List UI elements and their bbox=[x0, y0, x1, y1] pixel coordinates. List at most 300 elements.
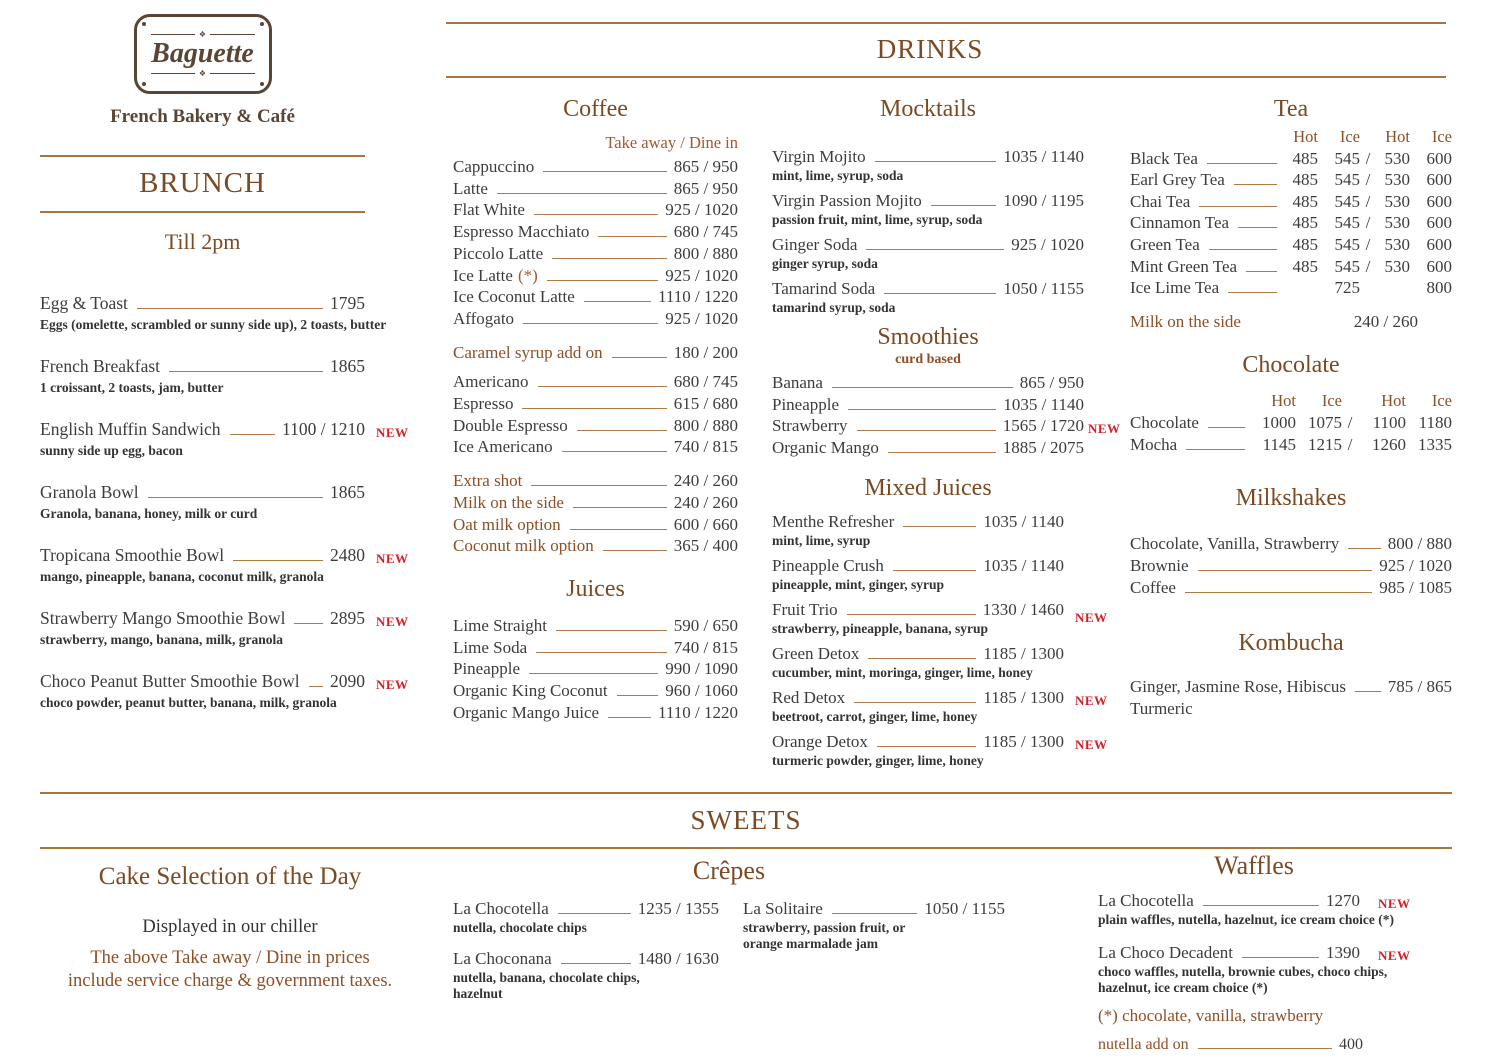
price-ice: 545 bbox=[1334, 256, 1360, 276]
item-name: Pineapple Crush bbox=[772, 555, 884, 575]
leader-line bbox=[884, 293, 996, 294]
item-description: turmeric powder, ginger, lime, honey bbox=[772, 752, 984, 768]
leader-line bbox=[573, 507, 667, 508]
item-price: 1885 / 2075 bbox=[1002, 438, 1084, 458]
new-badge: NEW bbox=[376, 677, 409, 692]
drinks-title: DRINKS bbox=[876, 34, 984, 64]
item-price: 740 / 815 bbox=[673, 437, 738, 457]
brunch-rule-bottom bbox=[40, 211, 365, 213]
item-name: Piccolo Latte bbox=[453, 243, 544, 263]
crepes-left-column bbox=[453, 898, 719, 1008]
leader-line bbox=[529, 673, 658, 674]
leader-line bbox=[562, 451, 667, 452]
item-price: 925 / 1020 bbox=[665, 265, 738, 285]
tea-milk-row bbox=[1130, 311, 1452, 333]
new-badge: NEW bbox=[376, 425, 409, 440]
item-name: nutella add on bbox=[1098, 1036, 1189, 1053]
new-badge: NEW bbox=[376, 614, 409, 629]
item-name: Chocolate bbox=[1130, 413, 1199, 433]
coffee-list bbox=[453, 156, 738, 330]
item-name: La Choconana bbox=[453, 949, 552, 968]
price-slash: / bbox=[1365, 148, 1371, 168]
leader-line bbox=[1355, 691, 1381, 692]
item-price: 240 / 260 bbox=[673, 492, 738, 512]
item-name: Lime Soda bbox=[453, 637, 528, 657]
leader-line bbox=[847, 614, 976, 615]
leader-line bbox=[543, 171, 667, 172]
item-name: Brownie bbox=[1130, 555, 1189, 575]
item-price: 240 / 260 bbox=[1353, 311, 1418, 331]
leader-line bbox=[547, 280, 659, 281]
item-name: Americano bbox=[453, 372, 529, 392]
leader-line bbox=[832, 913, 918, 914]
item-price: 1865 bbox=[330, 482, 365, 502]
col-header-hot: Hot bbox=[1381, 391, 1406, 411]
item-price: 865 / 950 bbox=[1019, 373, 1084, 392]
mocktails-list bbox=[772, 146, 1084, 316]
col-header-ice: Ice bbox=[1339, 127, 1360, 146]
leader-line bbox=[1198, 570, 1373, 571]
item-price: 865 / 950 bbox=[673, 178, 738, 198]
leader-line bbox=[534, 214, 658, 215]
item-name: La Chocotella bbox=[453, 899, 549, 918]
tax-note-line-2: include service charge & government taxes. bbox=[67, 971, 393, 991]
crepes-section bbox=[453, 854, 1005, 1008]
item-name: Lime Straight bbox=[453, 615, 547, 635]
price-hot: 1000 bbox=[1262, 413, 1296, 433]
price-ice: 600 bbox=[1426, 234, 1452, 254]
item-name: Choco Peanut Butter Smoothie Bowl bbox=[40, 671, 300, 691]
item-name: Ice Latte bbox=[453, 265, 513, 285]
item-price: 960 / 1060 bbox=[665, 681, 738, 701]
item-price: 985 / 1085 bbox=[1379, 577, 1452, 597]
leader-line bbox=[866, 249, 1004, 250]
item-price: 1185 / 1300 bbox=[983, 687, 1064, 707]
leader-line bbox=[233, 560, 323, 561]
mocktails-section bbox=[772, 94, 1121, 775]
item-price: 990 / 1090 bbox=[665, 659, 738, 679]
item-name: Ice Coconut Latte bbox=[453, 287, 575, 307]
leader-line bbox=[1203, 905, 1319, 906]
item-price: 1480 / 1630 bbox=[637, 949, 719, 968]
item-name: Chai Tea bbox=[1130, 191, 1191, 211]
price-slash: / bbox=[1347, 413, 1353, 433]
item-name: Espresso bbox=[453, 394, 514, 414]
icecream-footnote: (*) chocolate, vanilla, strawberry bbox=[1098, 1006, 1324, 1025]
price-slash: / bbox=[1365, 234, 1371, 254]
item-price: 2895 bbox=[330, 608, 365, 628]
item-name: Virgin Passion Mojito bbox=[772, 191, 922, 210]
col-header-ice: Ice bbox=[1431, 127, 1452, 146]
item-price: 1185 / 1300 bbox=[983, 643, 1064, 663]
smoothies-subtitle: curd based bbox=[895, 352, 961, 367]
item-description: strawberry, pineapple, banana, syrup bbox=[772, 620, 989, 636]
coffee-title: Coffee bbox=[563, 96, 628, 122]
leader-line bbox=[868, 658, 976, 659]
cake-title: Cake Selection of the Day bbox=[98, 863, 362, 890]
item-name: Coffee bbox=[1130, 577, 1176, 597]
item-price: 800 / 880 bbox=[673, 243, 738, 263]
item-name: Ice Lime Tea bbox=[1130, 278, 1220, 298]
tea-column-headers bbox=[1130, 126, 1452, 148]
item-name: Caramel syrup add on bbox=[453, 342, 603, 362]
item-name: Earl Grey Tea bbox=[1130, 170, 1225, 190]
leader-line bbox=[169, 371, 323, 372]
item-name: Orange Detox bbox=[772, 731, 868, 751]
item-description: Granola, banana, honey, milk or curd bbox=[40, 506, 258, 521]
leader-line bbox=[1199, 206, 1277, 207]
smoothies-title: Smoothies bbox=[877, 324, 979, 350]
leader-line bbox=[531, 485, 666, 486]
new-badge: NEW bbox=[1075, 692, 1108, 708]
sweets-rule-top bbox=[40, 792, 1452, 794]
leader-line bbox=[137, 308, 323, 309]
item-name: Green Tea bbox=[1130, 234, 1200, 254]
smoothies-list bbox=[772, 372, 1121, 459]
item-description: sunny side up egg, bacon bbox=[40, 443, 183, 458]
item-name: Menthe Refresher bbox=[772, 511, 895, 531]
price-hot: 485 bbox=[1292, 170, 1318, 190]
item-name: Ice Americano bbox=[453, 437, 553, 457]
item-price: 2090 bbox=[330, 671, 365, 691]
logo-text: Baguette bbox=[151, 38, 254, 69]
item-price: 1090 / 1195 bbox=[1003, 191, 1084, 210]
price-hot: 530 bbox=[1384, 256, 1410, 276]
leader-line bbox=[538, 386, 667, 387]
item-price: 615 / 680 bbox=[673, 394, 738, 414]
price-note: Take away / Dine in bbox=[605, 133, 738, 152]
menu-item bbox=[40, 418, 409, 459]
price-hot: 485 bbox=[1292, 234, 1318, 254]
item-name: Cappuccino bbox=[453, 157, 535, 176]
item-price: 1235 / 1355 bbox=[637, 899, 719, 918]
item-price: 1035 / 1140 bbox=[1003, 147, 1084, 166]
waffles-addon bbox=[1098, 1034, 1363, 1056]
item-name: Mocha bbox=[1130, 434, 1178, 454]
item-description: 1 croissant, 2 toasts, jam, butter bbox=[40, 380, 224, 395]
logo-flourish-top-icon: ❖ bbox=[151, 30, 255, 39]
item-price: 865 / 950 bbox=[673, 157, 738, 176]
price-slash: / bbox=[1365, 256, 1371, 276]
item-description: Eggs (omelette, scrambled or sunny side up), 2 toasts, butter bbox=[40, 317, 387, 332]
price-hot: 530 bbox=[1384, 234, 1410, 254]
price-hot: 1100 bbox=[1372, 413, 1406, 433]
price-ice: 545 bbox=[1334, 148, 1360, 168]
new-badge: NEW bbox=[376, 551, 409, 566]
item-description: tamarind syrup, soda bbox=[772, 300, 896, 315]
leader-line bbox=[832, 387, 1013, 388]
leader-line bbox=[854, 702, 976, 703]
footnote-mark: (*) bbox=[517, 265, 538, 285]
leader-line bbox=[1186, 449, 1245, 450]
item-description: nutella, chocolate chips bbox=[453, 920, 587, 935]
leader-line bbox=[294, 623, 323, 624]
leader-line bbox=[877, 746, 977, 747]
price-ice: 1075 bbox=[1308, 413, 1342, 433]
menu-item bbox=[40, 292, 387, 333]
item-description: mint, lime, syrup bbox=[772, 532, 871, 548]
leader-line bbox=[1198, 1048, 1332, 1049]
item-description: strawberry, mango, banana, milk, granola bbox=[40, 632, 284, 647]
menu-item bbox=[40, 607, 409, 648]
item-description: beetroot, carrot, ginger, lime, honey bbox=[772, 708, 978, 724]
item-price: 1795 bbox=[330, 293, 365, 313]
item-description: choco powder, peanut butter, banana, milk, granola bbox=[40, 695, 337, 710]
item-name: Extra shot bbox=[453, 471, 523, 491]
milkshakes-title: Milkshakes bbox=[1235, 485, 1347, 512]
item-name: Banana bbox=[772, 373, 823, 392]
leader-line bbox=[1228, 292, 1277, 293]
brunch-title: BRUNCH bbox=[139, 167, 266, 199]
item-price: 925 / 1020 bbox=[1011, 235, 1084, 254]
item-price: 2480 bbox=[330, 545, 365, 565]
leader-line bbox=[577, 430, 667, 431]
juices-list bbox=[453, 615, 738, 724]
tea-list bbox=[1130, 148, 1452, 299]
price-slash: / bbox=[1365, 170, 1371, 190]
leader-line bbox=[309, 686, 323, 687]
price-ice: 600 bbox=[1426, 213, 1452, 233]
logo-corner-dot bbox=[142, 82, 146, 86]
drinks-rule-top bbox=[446, 22, 1446, 24]
new-badge: NEW bbox=[1075, 609, 1108, 625]
leader-line bbox=[148, 497, 323, 498]
leader-line bbox=[561, 963, 631, 964]
menu-item bbox=[40, 544, 409, 585]
crepes-columns bbox=[453, 898, 1005, 1008]
item-name: La Solitaire bbox=[743, 899, 823, 918]
item-price: 1035 / 1140 bbox=[983, 511, 1064, 531]
leader-line bbox=[903, 526, 976, 527]
item-description: pineapple, mint, ginger, syrup bbox=[772, 576, 945, 592]
item-name: La Chocotella bbox=[1098, 891, 1194, 910]
item-name: Affogato bbox=[453, 308, 515, 328]
price-hot: 530 bbox=[1384, 191, 1410, 211]
leader-line bbox=[1242, 957, 1319, 958]
item-name: Tropicana Smoothie Bowl bbox=[40, 545, 225, 565]
baguette-logo bbox=[134, 14, 272, 94]
waffles-title: Waffles bbox=[1214, 851, 1294, 880]
item-description: cucumber, mint, moringa, ginger, lime, honey bbox=[772, 664, 1033, 680]
tea-section bbox=[1130, 94, 1452, 720]
leader-line bbox=[522, 408, 666, 409]
coffee-section bbox=[453, 94, 738, 723]
leader-line bbox=[931, 205, 997, 206]
price-hot: 530 bbox=[1384, 148, 1410, 168]
item-name: Latte bbox=[453, 178, 488, 198]
item-name: Organic King Coconut bbox=[453, 681, 608, 701]
item-name: Ginger Soda bbox=[772, 235, 858, 254]
item-price: 1110 / 1220 bbox=[658, 287, 738, 307]
leader-line bbox=[584, 301, 651, 302]
leader-line bbox=[523, 323, 658, 324]
leader-line bbox=[893, 570, 977, 571]
item-price: 740 / 815 bbox=[673, 637, 738, 657]
col-header-ice: Ice bbox=[1431, 391, 1452, 411]
leader-line bbox=[598, 236, 666, 237]
price-hot: 485 bbox=[1292, 213, 1318, 233]
price-ice: 725 bbox=[1334, 278, 1360, 298]
item-price: 1050 / 1155 bbox=[1003, 279, 1084, 298]
leader-line bbox=[848, 409, 996, 410]
drinks-rule-bottom bbox=[446, 76, 1446, 78]
item-price: 365 / 400 bbox=[673, 536, 738, 556]
leader-line bbox=[1238, 227, 1277, 228]
item-name: Espresso Macchiato bbox=[453, 222, 590, 242]
item-description: plain waffles, nutella, hazelnut, ice cream choice (*) bbox=[1098, 912, 1394, 927]
new-badge: NEW bbox=[1378, 948, 1411, 963]
item-price: 680 / 745 bbox=[673, 222, 738, 242]
leader-line bbox=[552, 258, 667, 259]
item-price: 1050 / 1155 bbox=[924, 899, 1005, 918]
chocolate-title: Chocolate bbox=[1242, 352, 1340, 379]
leader-line bbox=[1209, 249, 1277, 250]
item-description: strawberry, passion fruit, or orange marmalade jam bbox=[743, 920, 906, 951]
item-name: Pineapple bbox=[453, 659, 521, 679]
tax-note-line-1: The above Take away / Dine in prices bbox=[90, 948, 370, 968]
item-name: Tamarind Soda bbox=[772, 279, 876, 298]
item-name: Pineapple bbox=[772, 394, 840, 414]
col-header-hot: Hot bbox=[1271, 391, 1296, 411]
item-price: 1035 / 1140 bbox=[983, 555, 1064, 575]
price-slash: / bbox=[1365, 213, 1371, 233]
price-hot: 1260 bbox=[1372, 434, 1406, 454]
brunch-subtitle: Till 2pm bbox=[164, 229, 241, 254]
coffee-options bbox=[453, 470, 738, 557]
item-name: Virgin Mojito bbox=[772, 147, 866, 166]
chocolate-column-headers bbox=[1130, 390, 1452, 412]
item-price: 785 / 865 bbox=[1387, 677, 1452, 697]
brunch-rule-top bbox=[40, 155, 365, 157]
juices-title: Juices bbox=[566, 575, 625, 602]
leader-line bbox=[617, 695, 659, 696]
leader-line bbox=[536, 652, 667, 653]
logo-corner-dot bbox=[260, 22, 264, 26]
item-name: Granola Bowl bbox=[40, 482, 139, 502]
crepes-title: Crêpes bbox=[692, 856, 766, 885]
price-hot: 530 bbox=[1384, 170, 1410, 190]
item-name: Chocolate, Vanilla, Strawberry bbox=[1130, 534, 1340, 554]
leader-line bbox=[603, 550, 667, 551]
kombucha-title: Kombucha bbox=[1238, 630, 1344, 657]
price-hot: 485 bbox=[1292, 191, 1318, 211]
leader-line bbox=[1208, 427, 1245, 428]
leader-line bbox=[888, 452, 996, 453]
waffles-section bbox=[1098, 850, 1410, 1056]
cake-section bbox=[40, 862, 420, 993]
item-name: Milk on the side bbox=[1130, 311, 1241, 331]
price-ice: 600 bbox=[1426, 191, 1452, 211]
item-price: 1565 / 1720 bbox=[1002, 416, 1084, 436]
item-price: 1100 / 1210 bbox=[282, 419, 365, 439]
leader-line bbox=[1234, 184, 1277, 185]
price-slash: / bbox=[1347, 434, 1353, 454]
item-price: 1110 / 1220 bbox=[658, 702, 738, 722]
item-name: Mint Green Tea bbox=[1130, 256, 1238, 276]
sweets-rule-bottom bbox=[40, 847, 1452, 849]
item-name: Egg & Toast bbox=[40, 293, 128, 313]
item-name: Strawberry Mango Smoothie Bowl bbox=[40, 608, 286, 628]
item-price: 600 / 660 bbox=[673, 514, 738, 534]
item-price: 400 bbox=[1339, 1036, 1363, 1053]
item-price: 680 / 745 bbox=[673, 372, 738, 392]
brunch-list bbox=[40, 292, 409, 733]
price-ice: 1215 bbox=[1308, 434, 1342, 454]
item-price: 1270 bbox=[1326, 891, 1360, 910]
price-ice: 545 bbox=[1334, 234, 1360, 254]
item-name: English Muffin Sandwich bbox=[40, 419, 221, 439]
price-ice: 1335 bbox=[1418, 434, 1452, 454]
leader-line bbox=[570, 529, 667, 530]
item-description: mango, pineapple, banana, coconut milk, granola bbox=[40, 569, 324, 584]
price-ice: 545 bbox=[1334, 191, 1360, 211]
leader-line bbox=[608, 717, 651, 718]
item-name: Cinnamon Tea bbox=[1130, 213, 1230, 233]
price-ice: 545 bbox=[1334, 213, 1360, 233]
leader-line bbox=[1207, 163, 1277, 164]
price-ice: 545 bbox=[1334, 170, 1360, 190]
item-name: Milk on the side bbox=[453, 492, 564, 512]
leader-line bbox=[497, 193, 667, 194]
price-ice: 1180 bbox=[1418, 413, 1452, 433]
item-name: Black Tea bbox=[1130, 148, 1198, 168]
item-name: Fruit Trio bbox=[772, 599, 838, 619]
leader-line bbox=[230, 434, 276, 435]
price-ice: 600 bbox=[1426, 256, 1452, 276]
brand-block bbox=[40, 14, 365, 128]
item-price: 800 / 880 bbox=[1387, 534, 1452, 554]
leader-line bbox=[1348, 548, 1380, 549]
new-badge: NEW bbox=[1088, 421, 1121, 437]
mocktails-title: Mocktails bbox=[880, 96, 976, 122]
coffee-list-2 bbox=[453, 371, 738, 458]
item-name: Oat milk option bbox=[453, 514, 561, 534]
milkshakes-list bbox=[1130, 533, 1452, 598]
coffee-addon bbox=[453, 342, 738, 364]
leader-line bbox=[556, 630, 667, 631]
item-price: 1390 bbox=[1326, 943, 1360, 962]
item-price: 1185 / 1300 bbox=[983, 731, 1064, 751]
logo-corner-dot bbox=[142, 22, 146, 26]
item-price: 925 / 1020 bbox=[665, 200, 738, 220]
kombucha-list bbox=[1130, 676, 1452, 719]
item-name: Ginger, Jasmine Rose, Hibiscus bbox=[1130, 677, 1347, 697]
item-price: 925 / 1020 bbox=[1379, 555, 1452, 575]
item-price: 925 / 1020 bbox=[665, 308, 738, 328]
item-description: ginger syrup, soda bbox=[772, 256, 878, 271]
mixed-juices-list bbox=[772, 511, 1108, 769]
item-name: Strawberry bbox=[772, 416, 848, 436]
item-price: 180 / 200 bbox=[673, 342, 738, 362]
new-badge: NEW bbox=[1075, 736, 1108, 752]
logo-corner-dot bbox=[260, 82, 264, 86]
leader-line bbox=[1185, 592, 1372, 593]
col-header-hot: Hot bbox=[1293, 127, 1318, 146]
item-price: 1865 bbox=[330, 356, 365, 376]
tea-title: Tea bbox=[1273, 96, 1309, 122]
item-price: 800 / 880 bbox=[673, 415, 738, 435]
item-name: Organic Mango bbox=[772, 438, 879, 458]
item-name: Turmeric bbox=[1130, 699, 1193, 719]
leader-line bbox=[612, 357, 667, 358]
menu-item bbox=[1098, 942, 1410, 996]
price-hot: 1145 bbox=[1262, 434, 1296, 454]
item-name: Red Detox bbox=[772, 687, 846, 707]
item-description: mint, lime, syrup, soda bbox=[772, 168, 904, 183]
leader-line bbox=[558, 913, 631, 914]
menu-item bbox=[40, 481, 365, 522]
item-price: 1035 / 1140 bbox=[1003, 394, 1084, 414]
